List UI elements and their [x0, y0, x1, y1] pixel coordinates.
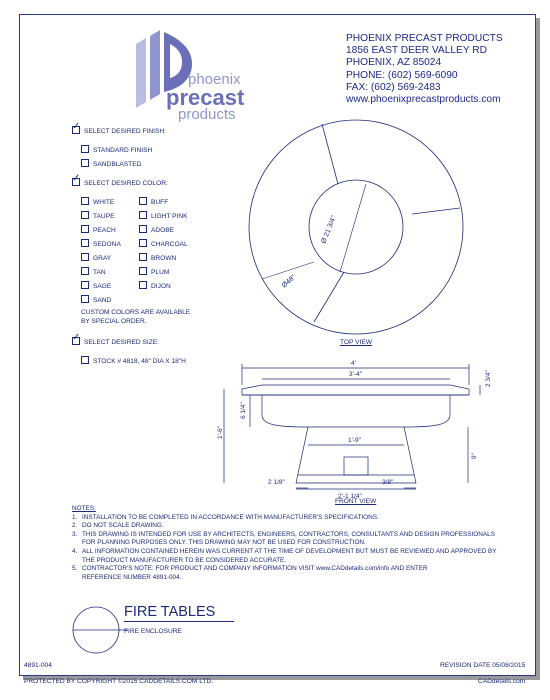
- checkmark-icon[interactable]: [72, 337, 80, 345]
- dim-top-width: 3'-4": [349, 371, 362, 378]
- front-view-drawing: [218, 355, 508, 505]
- company-website[interactable]: www.phoenixprecastproducts.com: [346, 94, 501, 106]
- checkmark-icon[interactable]: [72, 178, 80, 186]
- drawing-subtitle: FIRE ENCLOSURE: [124, 628, 182, 635]
- logo-text-phoenix: phoenix: [188, 71, 241, 88]
- copyright: PROTECTED BY COPYRIGHT ©2015 CADDETAILS.COM LTD.: [24, 678, 214, 685]
- dim-overall-width: 4': [351, 360, 356, 367]
- checkbox-icon: [81, 253, 89, 261]
- outer-diameter-label: Ø48": [280, 274, 298, 290]
- color-option[interactable]: SEDONA: [81, 239, 121, 248]
- dimension-line: [340, 184, 366, 272]
- inner-circle: [309, 180, 403, 274]
- checkbox-icon: [139, 225, 147, 233]
- color-option[interactable]: ADOBE: [139, 225, 174, 234]
- note-line: 5. CONTRACTOR'S NOTE: FOR PRODUCT AND COMPANY INFORMATION VISIT www.CADdetails.com/info AND ENTER: [72, 565, 428, 573]
- note-line: 3. THIS DRAWING IS INTENDED FOR USE BY ARCHITECTS, ENGINEERS, CONTRACTORS, CONSULTANTS AND DESIGN PROFESSIONALS: [72, 530, 495, 538]
- dim-lip-height: 2 3/4": [485, 370, 492, 387]
- dimension-line: [262, 262, 314, 279]
- size-option[interactable]: STOCK # 4818, 48" DIA X 18"H: [81, 356, 186, 365]
- inner-diameter-label: Ø 21 3/4": [320, 214, 338, 245]
- checkbox-icon: [81, 239, 89, 247]
- dim-top-height: 6 1/4": [240, 402, 247, 419]
- dim-left-offset: 2 1/8": [268, 479, 285, 486]
- drawing-ref: 4891-004: [24, 662, 52, 669]
- checkbox-icon: [81, 281, 89, 289]
- phoenix-logo: [126, 30, 246, 122]
- color-option[interactable]: DIJON: [139, 281, 171, 290]
- company-city: PHOENIX, AZ 85024: [346, 57, 442, 69]
- color-heading: ✓SELECT DESIRED COLOR:: [72, 178, 168, 187]
- title-symbol: [70, 604, 130, 656]
- segment-line: [322, 124, 338, 184]
- color-option[interactable]: TAN: [81, 267, 106, 276]
- color-option[interactable]: CHARCOAL: [139, 239, 188, 248]
- color-option[interactable]: BUFF: [139, 197, 168, 206]
- finish-option[interactable]: SANDBLASTED: [81, 159, 141, 168]
- drawing-title: FIRE TABLES: [124, 603, 234, 622]
- color-option[interactable]: PEACH: [81, 225, 116, 234]
- checkbox-icon: [81, 197, 89, 205]
- notes-block: [72, 505, 497, 582]
- note-line: THE PRODUCT MANUFACTURER TO BE CONSIDERED ACCURATE.: [82, 556, 287, 564]
- company-address: 1856 EAST DEER VALLEY RD: [346, 45, 487, 57]
- checkbox-icon: [139, 211, 147, 219]
- checkmark-icon[interactable]: [72, 126, 80, 134]
- checkbox-icon: [81, 145, 89, 153]
- checkbox-icon: [139, 281, 147, 289]
- base-opening: [344, 457, 368, 475]
- top-view-label: TOP VIEW: [340, 339, 372, 346]
- color-option[interactable]: GRAY: [81, 253, 111, 262]
- segment-line: [412, 208, 460, 214]
- table-base: [296, 427, 416, 483]
- checkbox-icon: [81, 211, 89, 219]
- dim-opening-width: 1'-9": [348, 437, 361, 444]
- cad-details-link[interactable]: CADdetails.com: [478, 678, 526, 685]
- checkbox-icon: [81, 267, 89, 275]
- front-view-label: FRONT VIEW: [335, 498, 377, 505]
- color-option[interactable]: PLUM: [139, 267, 169, 276]
- finish-option[interactable]: STANDARD FINISH: [81, 145, 152, 154]
- outer-circle: [249, 120, 463, 334]
- checkbox-icon: [81, 295, 89, 303]
- segment-line: [314, 272, 344, 322]
- checkbox-icon: [139, 197, 147, 205]
- note-line: 1. INSTALLATION TO BE COMPLETED IN ACCORDANCE WITH MANUFACTURER'S SPECIFICATIONS.: [72, 513, 379, 521]
- custom-colors-note: CUSTOM COLORS ARE AVAILABLE: [81, 309, 191, 316]
- note-line: FOR PLANNING PURPOSES ONLY. THIS DRAWING MAY NOT BE USED FOR CONSTRUCTION.: [82, 539, 366, 547]
- size-heading: ✓SELECT DESIRED SIZE:: [72, 337, 159, 346]
- table-top: [262, 395, 450, 427]
- logo-text-precast: precast: [166, 85, 245, 110]
- logo-text-products: products: [178, 106, 236, 123]
- top-view-drawing: [240, 112, 480, 348]
- custom-colors-note: BY SPECIAL ORDER.: [81, 318, 147, 325]
- revision-date: REVISION DATE 05/08/2015: [440, 662, 526, 669]
- company-info: [346, 33, 503, 106]
- color-option[interactable]: SAND: [81, 295, 111, 304]
- finish-heading: ✓SELECT DESIRED FINISH:: [72, 126, 166, 135]
- company-phone: PHONE: (602) 569-6090: [346, 69, 458, 81]
- checkbox-icon: [81, 159, 89, 167]
- color-option[interactable]: TAUPE: [81, 211, 115, 220]
- checkbox-icon: [139, 239, 147, 247]
- color-option[interactable]: WHITE: [81, 197, 114, 206]
- checkbox-icon: [81, 225, 89, 233]
- color-option[interactable]: BROWN: [139, 253, 176, 262]
- company-fax: FAX: (602) 569-2483: [346, 81, 441, 93]
- checkbox-icon: [139, 253, 147, 261]
- checkbox-icon: [81, 356, 89, 364]
- checkbox-icon: [139, 267, 147, 275]
- note-line: 4. ALL INFORMATION CONTAINED HEREIN WAS CURRENT AT THE TIME OF DEVELOPMENT BUT MUST BE REVIEWED AND APPROVED BY: [72, 547, 497, 555]
- table-lip: [242, 385, 469, 395]
- dim-base-width: 2'-1 1/4": [338, 493, 362, 500]
- note-line: 2. DO NOT SCALE DRAWING.: [72, 522, 164, 530]
- dim-base-height: 9": [471, 453, 478, 459]
- color-option[interactable]: LIGHT PINK: [139, 211, 188, 220]
- company-name: PHOENIX PRECAST PRODUCTS: [346, 33, 503, 44]
- notes-heading: NOTES:: [72, 505, 96, 512]
- dim-right-offset: 3/8": [382, 479, 394, 486]
- note-line: REFERENCE NUMBER 4891-004.: [82, 573, 182, 581]
- color-option[interactable]: SAGE: [81, 281, 111, 290]
- dim-total-height: 1'-6": [217, 426, 224, 439]
